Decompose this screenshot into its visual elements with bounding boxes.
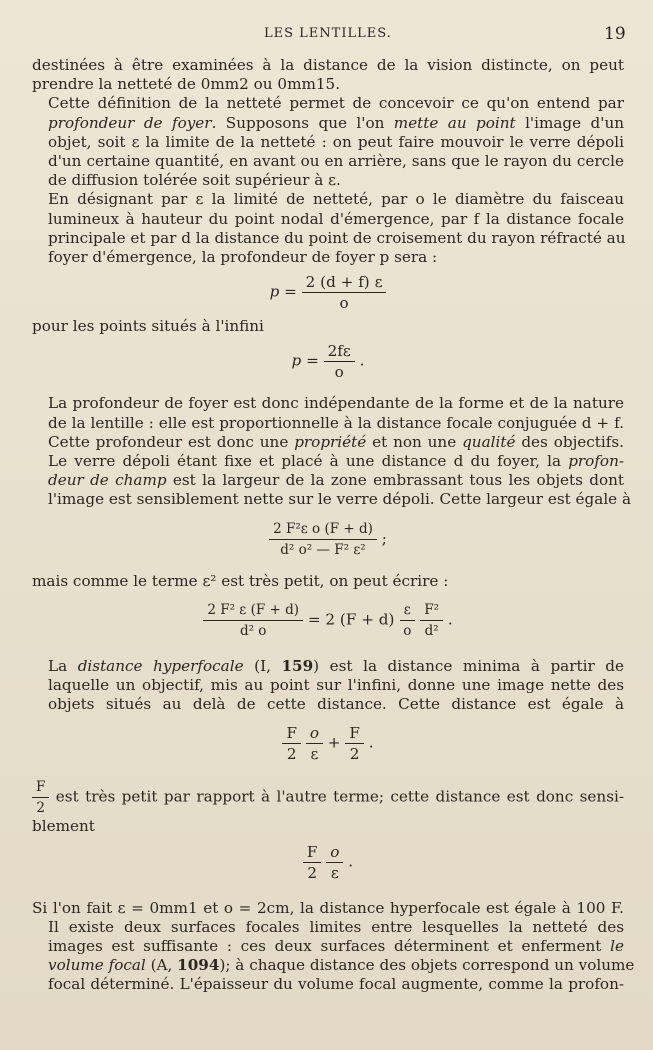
text-line — [32, 956, 635, 975]
text-line: Cette définition de la netteté permet de concevoir ce qu'on entend par — [48, 94, 624, 113]
fraction-denominator: d² — [424, 622, 439, 639]
equation-end: . — [348, 852, 354, 871]
fraction-denominator: o — [334, 363, 344, 382]
fraction-denominator: o — [403, 622, 412, 639]
fraction — [306, 724, 323, 763]
text-line: En désignant par ε la limité de netteté, par o le diamètre du faisceau — [48, 190, 624, 209]
plus-sign: + — [327, 733, 341, 752]
fraction-numerator: F² — [420, 601, 443, 621]
text-line: destinées à être examinées à la distance de la vision distincte, on peut — [32, 56, 624, 74]
fraction — [420, 601, 443, 640]
text-run: ) est la distance minima à partir de — [313, 656, 624, 675]
text-line: de la lentille : elle est proportionnelle à la distance focale conjuguée d + f. — [48, 413, 624, 432]
text-line: de diffusion tolérée soit supérieur à ε. — [48, 171, 341, 190]
term-qualite: qualité — [462, 432, 516, 451]
term-mette-au-point: mette au point — [393, 113, 516, 132]
page-body — [32, 56, 635, 995]
fraction-numerator: 2 F² ε (F + d) — [203, 601, 303, 621]
text-line — [32, 471, 624, 490]
text-line: d'un certaine quantité, en avant ou en arrière, sans que le rayon du cercle — [48, 152, 624, 171]
fraction-denominator: d² o — [239, 622, 267, 639]
text-line — [32, 778, 624, 817]
equation-middle: = 2 (F + d) — [307, 610, 395, 629]
fraction-numerator: 2 (d + f) ε — [302, 273, 387, 293]
text-line: laquelle un objectif, mis au point sur l'infini, donne une image nette des — [48, 676, 624, 695]
fraction-numerator: ε — [400, 601, 415, 621]
fraction-numerator: o — [306, 724, 323, 744]
paragraph-hyperfocale — [32, 657, 624, 715]
text-line: objet, soit ε la limite de la netteté : on peut faire mouvoir le verre dépoli — [48, 132, 624, 151]
equation-end: . — [368, 733, 374, 752]
fraction — [345, 724, 364, 763]
fraction-denominator: 2 — [36, 800, 45, 817]
fraction — [303, 843, 322, 882]
equation-end: . — [359, 351, 365, 370]
fraction — [326, 843, 343, 882]
fraction — [32, 778, 49, 817]
text-line — [32, 114, 624, 133]
fraction-denominator: 2 — [286, 745, 297, 764]
text-line: Il existe deux surfaces focales limites entre lesquelles la netteté des — [48, 917, 624, 936]
equation-2 — [32, 342, 624, 386]
text-line: foyer d'émergence, la profondeur de foyer p sera : — [48, 248, 438, 267]
equation-lhs: p = — [269, 282, 297, 301]
fraction-numerator: 2fε — [324, 342, 355, 362]
fraction — [324, 342, 355, 381]
paragraph-infini — [32, 317, 624, 336]
paragraph-si-lon-fait — [32, 899, 624, 918]
fraction-denominator: ε — [310, 745, 319, 764]
reference-number: 159 — [281, 656, 314, 675]
equation-1 — [32, 273, 624, 317]
text-line: principale et par d la distance du point de croisement du rayon réfracté au — [48, 228, 626, 247]
fraction — [269, 520, 377, 559]
equation-6 — [32, 843, 624, 889]
paragraph-mais-comme — [32, 572, 624, 591]
fraction — [282, 724, 301, 763]
fraction-numerator: o — [326, 843, 343, 863]
fraction — [203, 601, 303, 640]
paragraph-netteté-end — [32, 56, 624, 94]
text-run: (I, — [243, 656, 282, 675]
text-run: Le verre dépoli étant fixe et placé à une distance d du foyer, la — [48, 452, 569, 471]
fraction-denominator: 2 — [349, 745, 360, 764]
paragraph-profondeur-definition — [32, 94, 624, 190]
equation-4 — [32, 601, 624, 647]
running-title: LES LENTILLES. — [264, 26, 392, 41]
text-run: La — [48, 656, 78, 675]
text-line — [32, 657, 624, 676]
text-line: pour les points situés à l'infini — [32, 317, 264, 336]
equation-5 — [32, 724, 624, 770]
term-profondeur-de-foyer: profondeur de foyer — [48, 113, 212, 132]
equation-3 — [32, 520, 624, 564]
fraction-numerator: F — [303, 843, 322, 863]
term-profondeur-de-champ: profon- — [568, 452, 624, 471]
paragraph-tres-petit — [32, 778, 624, 836]
text-run: Cette profondeur est donc une — [48, 432, 295, 451]
equation-end: ; — [381, 529, 387, 548]
text-line — [32, 433, 624, 452]
text-run: est très petit par rapport à l'autre terme; cette distance est donc sensi- — [49, 787, 624, 806]
text-run: est la largeur de la zone embrassant tous les objets dont — [166, 471, 624, 490]
text-line: prendre la netteté de 0mm2 ou 0mm15. — [32, 75, 341, 94]
fraction-denominator: o — [339, 294, 349, 313]
text-line — [32, 452, 624, 471]
text-line: La profondeur de foyer est donc indépendante de la forme et de la nature — [48, 394, 624, 413]
fraction-numerator: F — [282, 724, 301, 744]
text-run: (A, — [145, 956, 178, 975]
text-run: des objectifs. — [515, 432, 624, 451]
text-line: l'image est sensiblement nette sur le verre dépoli. Cette largeur est égale à — [48, 490, 632, 509]
paragraph-designant — [32, 190, 624, 267]
page-header — [0, 26, 653, 46]
paragraph-profondeur-de-champ — [32, 452, 632, 510]
term-distance-hyperfocale: distance hyperfocale — [77, 656, 244, 675]
page-number: 19 — [604, 24, 626, 44]
equation-end: . — [447, 610, 453, 629]
text-line: blement — [32, 817, 95, 836]
term-propriete: propriété — [294, 432, 367, 451]
term-profondeur-de-champ: deur de champ — [48, 471, 167, 490]
text-run: . Supposons que l'on — [211, 113, 394, 132]
text-line: Si l'on fait ε = 0mm1 et o = 2cm, la distance hyperfocale est égale à 100 F. — [32, 898, 624, 917]
text-line — [32, 937, 624, 956]
term-volume-focal: volume focal — [48, 956, 146, 975]
reference-number: 1094 — [177, 956, 220, 975]
text-line: objets situés au delà de cette distance. Cette distance est égale à — [48, 695, 624, 714]
fraction-numerator: F — [32, 778, 49, 798]
term-le-volume-focal: le — [610, 937, 624, 956]
paragraph-independante — [32, 394, 624, 452]
text-line: focal déterminé. L'épaisseur du volume focal augmente, comme la profon- — [48, 975, 624, 994]
text-line: mais comme le terme ε² est très petit, on peut écrire : — [32, 571, 449, 590]
text-run: ); à chaque distance des objets correspond un volume — [219, 956, 635, 975]
fraction-numerator: F — [345, 724, 364, 744]
text-run: et non une — [366, 432, 463, 451]
text-line: lumineux à hauteur du point nodal d'émergence, par f la distance focale — [48, 209, 624, 228]
fraction-denominator: d² o² — F² ε² — [280, 541, 366, 558]
fraction-denominator: 2 — [307, 863, 318, 882]
paragraph-surfaces-focales — [32, 917, 635, 995]
fraction-numerator: 2 F²ε o (F + d) — [269, 520, 377, 540]
text-run: l'image d'un — [515, 113, 625, 132]
fraction-denominator: ε — [330, 863, 339, 882]
fraction — [302, 273, 387, 312]
text-run: images est suffisante : ces deux surfaces déterminent et enferment — [48, 937, 611, 956]
equation-lhs: p = — [291, 351, 319, 370]
fraction — [399, 601, 415, 640]
